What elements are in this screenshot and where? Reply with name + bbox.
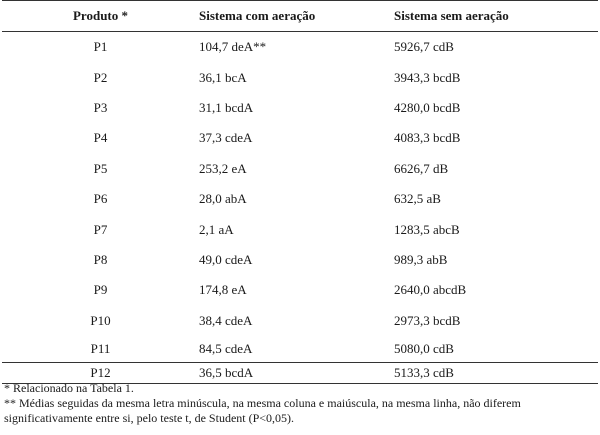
cell-com-aeracao: 37,3 cdeA bbox=[199, 130, 253, 146]
cell-sem-aeracao: 1283,5 abcB bbox=[394, 221, 460, 237]
footnote-2: ** Médias seguidas da mesma letra minúscula, na mesma coluna e maiúscula, na mesma linha, não diferem significativamente entre si, pelo teste t, de Student (P<0,05). bbox=[4, 396, 521, 425]
cell-produto: P6 bbox=[93, 191, 108, 207]
cell-sem-aeracao: 5080,0 cdB bbox=[394, 340, 454, 356]
cell-sem-aeracao: 6626,7 dB bbox=[394, 160, 449, 176]
cell-com-aeracao: 36,5 bcdA bbox=[199, 362, 394, 383]
table-row bbox=[2, 93, 598, 123]
cell-com-aeracao: 28,0 abA bbox=[199, 191, 247, 207]
cell-com-aeracao: 31,1 bcdA bbox=[199, 99, 254, 115]
cell-produto: P8 bbox=[93, 251, 108, 267]
table-row bbox=[2, 154, 598, 184]
cell-com-aeracao: 104,7 deA** bbox=[199, 39, 267, 55]
cell-produto: P12 bbox=[2, 362, 199, 383]
table-header-row bbox=[2, 1, 598, 32]
results-table bbox=[2, 0, 598, 384]
cell-com-aeracao: 36,1 bcA bbox=[199, 69, 247, 85]
cell-sem-aeracao: 632,5 aB bbox=[394, 191, 441, 207]
cell-sem-aeracao: 2640,0 abcdB bbox=[394, 282, 467, 298]
cell-com-aeracao: 174,8 eA bbox=[199, 282, 247, 298]
table-row bbox=[2, 245, 598, 275]
table-footnotes bbox=[4, 381, 598, 426]
cell-produto: P1 bbox=[93, 39, 108, 55]
header-produto: Produto * bbox=[2, 1, 199, 32]
cell-produto: P2 bbox=[93, 69, 108, 85]
table-row bbox=[2, 123, 598, 153]
cell-produto: P10 bbox=[90, 312, 111, 328]
cell-produto: P7 bbox=[93, 221, 108, 237]
cell-sem-aeracao: 4083,3 bcdB bbox=[394, 130, 461, 146]
table-row bbox=[2, 62, 598, 92]
cell-sem-aeracao: 3943,3 bcdB bbox=[394, 69, 461, 85]
header-sem-aeracao: Sistema sem aeração bbox=[394, 1, 598, 32]
table-row bbox=[2, 306, 598, 336]
header-com-aeracao: Sistema com aeração bbox=[199, 1, 394, 32]
cell-produto: P5 bbox=[93, 160, 108, 176]
cell-sem-aeracao: 2973,3 bcdB bbox=[394, 312, 461, 328]
cell-com-aeracao: 253,2 eA bbox=[199, 160, 247, 176]
table-row bbox=[2, 336, 598, 363]
cell-produto: P11 bbox=[90, 340, 111, 356]
cell-com-aeracao: 38,4 cdeA bbox=[199, 312, 253, 328]
table-row bbox=[2, 184, 598, 214]
table-row bbox=[2, 214, 598, 244]
cell-produto: P9 bbox=[93, 282, 108, 298]
cell-com-aeracao: 84,5 cdeA bbox=[199, 340, 253, 356]
table-row bbox=[2, 32, 598, 63]
footnote-1: * Relacionado na Tabela 1. bbox=[4, 381, 134, 395]
cell-sem-aeracao: 989,3 abB bbox=[394, 251, 448, 267]
cell-sem-aeracao: 4280,0 bcdB bbox=[394, 99, 461, 115]
cell-com-aeracao: 2,1 aA bbox=[199, 221, 234, 237]
cell-sem-aeracao: 5926,7 cdB bbox=[394, 39, 454, 55]
cell-produto: P4 bbox=[93, 130, 108, 146]
cell-com-aeracao: 49,0 cdeA bbox=[199, 251, 253, 267]
table-row bbox=[2, 275, 598, 305]
cell-produto: P3 bbox=[93, 99, 108, 115]
cell-sem-aeracao: 5133,3 cdB bbox=[394, 362, 598, 383]
